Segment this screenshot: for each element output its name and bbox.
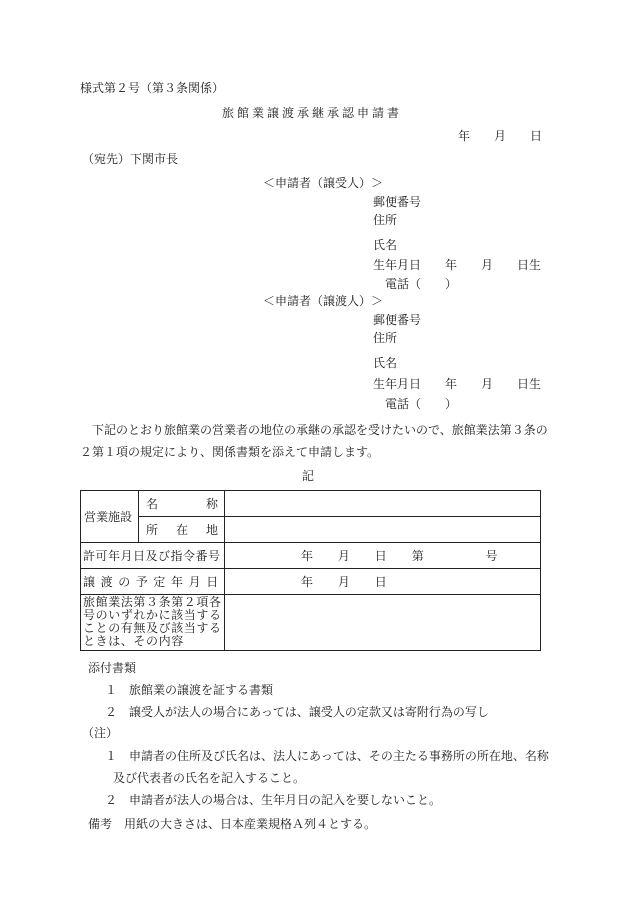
remarks: 備考 用紙の大きさは、日本産業規格Ａ列４とする。 (88, 817, 377, 831)
applicability-label-line: 旅館業法第３条第２項各 (83, 595, 222, 609)
applicability-label-line: ときは、その内容 (83, 634, 184, 648)
applicability-label-line: 号のいずれかに該当する (83, 608, 222, 622)
facility-label-cell (81, 491, 139, 543)
address-label: 住所 (373, 331, 398, 345)
table-row (81, 569, 541, 595)
ki-heading: 記 (302, 469, 315, 483)
permit-value: 年 月 日 第 号 (225, 543, 541, 569)
phone-label: 電話（ ） (385, 277, 458, 291)
transfer-date-label: 譲渡の予定年月日 (81, 569, 225, 595)
facility-location-label: 所在地 (146, 522, 237, 537)
facility-name-label: 名称 (146, 496, 267, 511)
permit-label: 許可年月日及び指令番号 (81, 543, 225, 569)
applicant-heading: ＜申請者（譲受人）＞ (263, 176, 384, 190)
postal-code-label: 郵便番号 (373, 313, 422, 327)
notes-heading: （注） (82, 726, 119, 740)
applicability-label-line: ことの有無及び該当する (83, 621, 222, 635)
facility-label: 営業施設 (84, 509, 133, 524)
phone-label: 電話（ ） (385, 397, 458, 411)
applicability-label-cell (81, 595, 225, 651)
birthdate-label: 生年月日 年 月 日生 (373, 258, 542, 272)
application-details-table (80, 490, 541, 651)
statement-line: 下記のとおり旅館業の営業者の地位の承継の承認を受けたいので、旅館業法第３条の (92, 423, 548, 437)
table-row (81, 595, 541, 651)
transfer-date-value: 年 月 日 (225, 569, 541, 595)
note-item: ２ 申請者が法人の場合は、生年月日の記入を要しないこと。 (105, 793, 442, 807)
note-item-continuation: 及び代表者の氏名を記入すること。 (113, 771, 306, 785)
applicability-value (225, 595, 541, 651)
attachment-item: ２ 譲受人が法人の場合にあっては、譲受人の定款又は寄附行為の写し (105, 705, 489, 719)
facility-name-value (225, 491, 541, 517)
form-number: 様式第２号（第３条関係） (80, 81, 225, 95)
facility-location-label-cell (139, 517, 237, 543)
facility-name-label-cell (139, 491, 267, 517)
application-date: 年 月 日 (458, 129, 543, 143)
postal-code-label: 郵便番号 (373, 195, 422, 209)
document-title: 旅館業譲渡承継承認申請書 (222, 106, 403, 120)
table-row (81, 543, 541, 569)
note-item: １ 申請者の住所及び氏名は、法人にあっては、その主たる事務所の所在地、名称 (105, 749, 549, 763)
addressee: （宛先）下関市長 (82, 152, 179, 166)
table-row (81, 517, 541, 543)
statement-line: ２第１項の規定により、関係書類を添えて申請します。 (80, 445, 380, 459)
attachments-heading: 添付書類 (88, 661, 137, 675)
table-row (81, 491, 541, 517)
facility-location-value (225, 517, 541, 543)
name-label: 氏名 (373, 356, 398, 370)
birthdate-label: 生年月日 年 月 日生 (373, 377, 542, 391)
address-label: 住所 (373, 213, 398, 227)
attachment-item: １ 旅館業の譲渡を証する書類 (105, 683, 274, 697)
applicant-heading: ＜申請者（譲渡人）＞ (263, 294, 384, 308)
name-label: 氏名 (373, 238, 398, 252)
